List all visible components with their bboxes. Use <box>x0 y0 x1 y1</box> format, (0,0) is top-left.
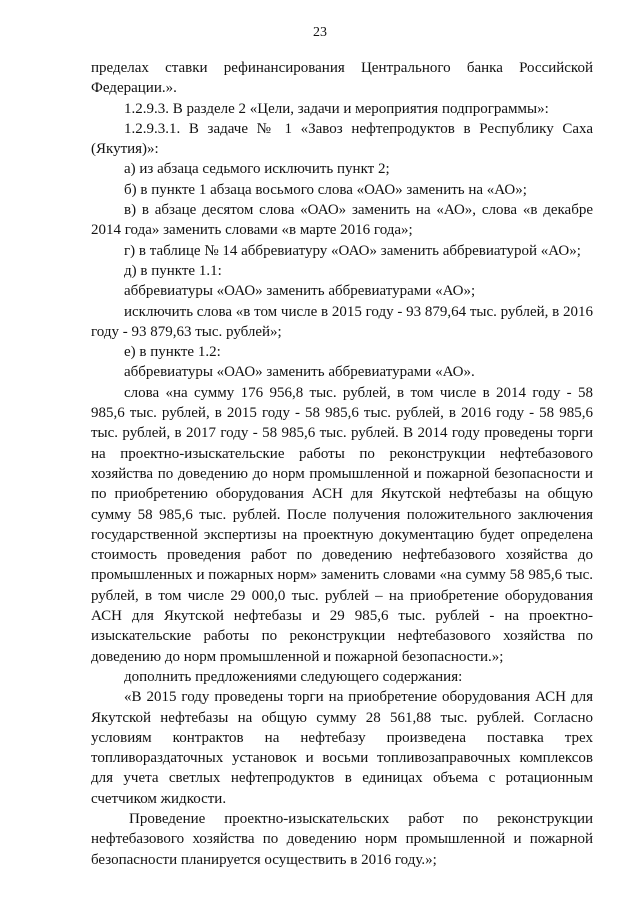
paragraph-replace-words: слова «на сумму 176 956,8 тыс. рублей, в том числе в 2014 году - 58 985,6 тыс. рублей, в 2015 году - 58 985,6 тыс. рублей, в 2016 году - 58 985,6 тыс. рублей, в 2017 году - 58 985,6 тыс. рублей. В 2014 году проведены торги на проектно-изыскательские работы по реконструкции нефтебазового хозяйства по доведению до норм промышленной и пожарной безопасности и по приобретению оборудования АСН для Якутской нефтебазы на общую сумму 58 985,6 тыс. рублей. После получения положительного заключения государственной экспертизы на проектную документацию будет определена стоимость проведения работ по доведению нефтебазового хозяйства до промышленных и пожарных норм» заменить словами «на сумму 58 985,6 тыс. рублей, в том числе 29 000,0 тыс. рублей – на приобретение оборудования АСН для Якутской нефтебазы и 29 985,6 тыс. рублей - на проектно-изыскательские работы по реконструкции нефтебазового хозяйства по доведению до норм промышленной и пожарной безопасности.»; <box>91 384 593 665</box>
list-item-e: е) в пункте 1.2: <box>124 344 221 361</box>
paragraph-task-1: 1.2.9.3.1. В задаче № 1 «Завоз нефтепродуктов в Республику Саха (Якутия)»: <box>91 120 593 158</box>
page-number: 23 <box>313 25 327 40</box>
paragraph-refinancing-rate: пределах ставки рефинансирования Центрального банка Российской Федерации.». <box>91 60 593 97</box>
paragraph-abbreviations-2: аббревиатуры «ОАО» заменить аббревиатурами «АО». <box>124 364 475 381</box>
paragraph-supplement: дополнить предложениями следующего содержания: <box>124 668 463 685</box>
paragraph-quoted-2015: «В 2015 году проведены торги на приобретение оборудования АСН для Якутской нефтебазы на общую сумму 28 561,88 тыс. рублей. Согласно условиям контрактов на нефтебазу произведена поставка трех топливораздаточных установок и восьми топливозаправочных комплексов для учета светлых нефтепродуктов в единицах объема с ротационным счетчиком жидкости. <box>91 689 593 807</box>
list-item-v: в) в абзаце десятом слова «ОАО» заменить на «АО», слова «в декабре 2014 года» заменить словами «в марте 2016 года»; <box>91 202 593 239</box>
paragraph-quoted-2016: Проведение проектно-изыскательских работ по реконструкции нефтебазового хозяйства по доведению норм промышленной и пожарной безопасности планируется осуществить в 2016 году.»; <box>91 810 593 868</box>
paragraph-abbreviations-1: аббревиатуры «ОАО» заменить аббревиатурами «АО»; <box>124 283 476 300</box>
document-body <box>91 58 593 870</box>
list-item-a: а) из абзаца седьмого исключить пункт 2; <box>124 161 390 178</box>
list-item-b: б) в пункте 1 абзаца восьмого слова «ОАО» заменить на «АО»; <box>124 181 527 198</box>
paragraph-exclude-words: исключить слова «в том числе в 2015 году - 93 879,64 тыс. рублей, в 2016 году - 93 879,63 тыс. рублей»; <box>91 303 593 340</box>
list-item-g: г) в таблице № 14 аббревиатуру «ОАО» заменить аббревиатурой «АО»; <box>124 242 581 259</box>
paragraph-section-2: 1.2.9.3. В разделе 2 «Цели, задачи и мероприятия подпрограммы»: <box>124 100 549 117</box>
list-item-d: д) в пункте 1.1: <box>124 262 222 279</box>
